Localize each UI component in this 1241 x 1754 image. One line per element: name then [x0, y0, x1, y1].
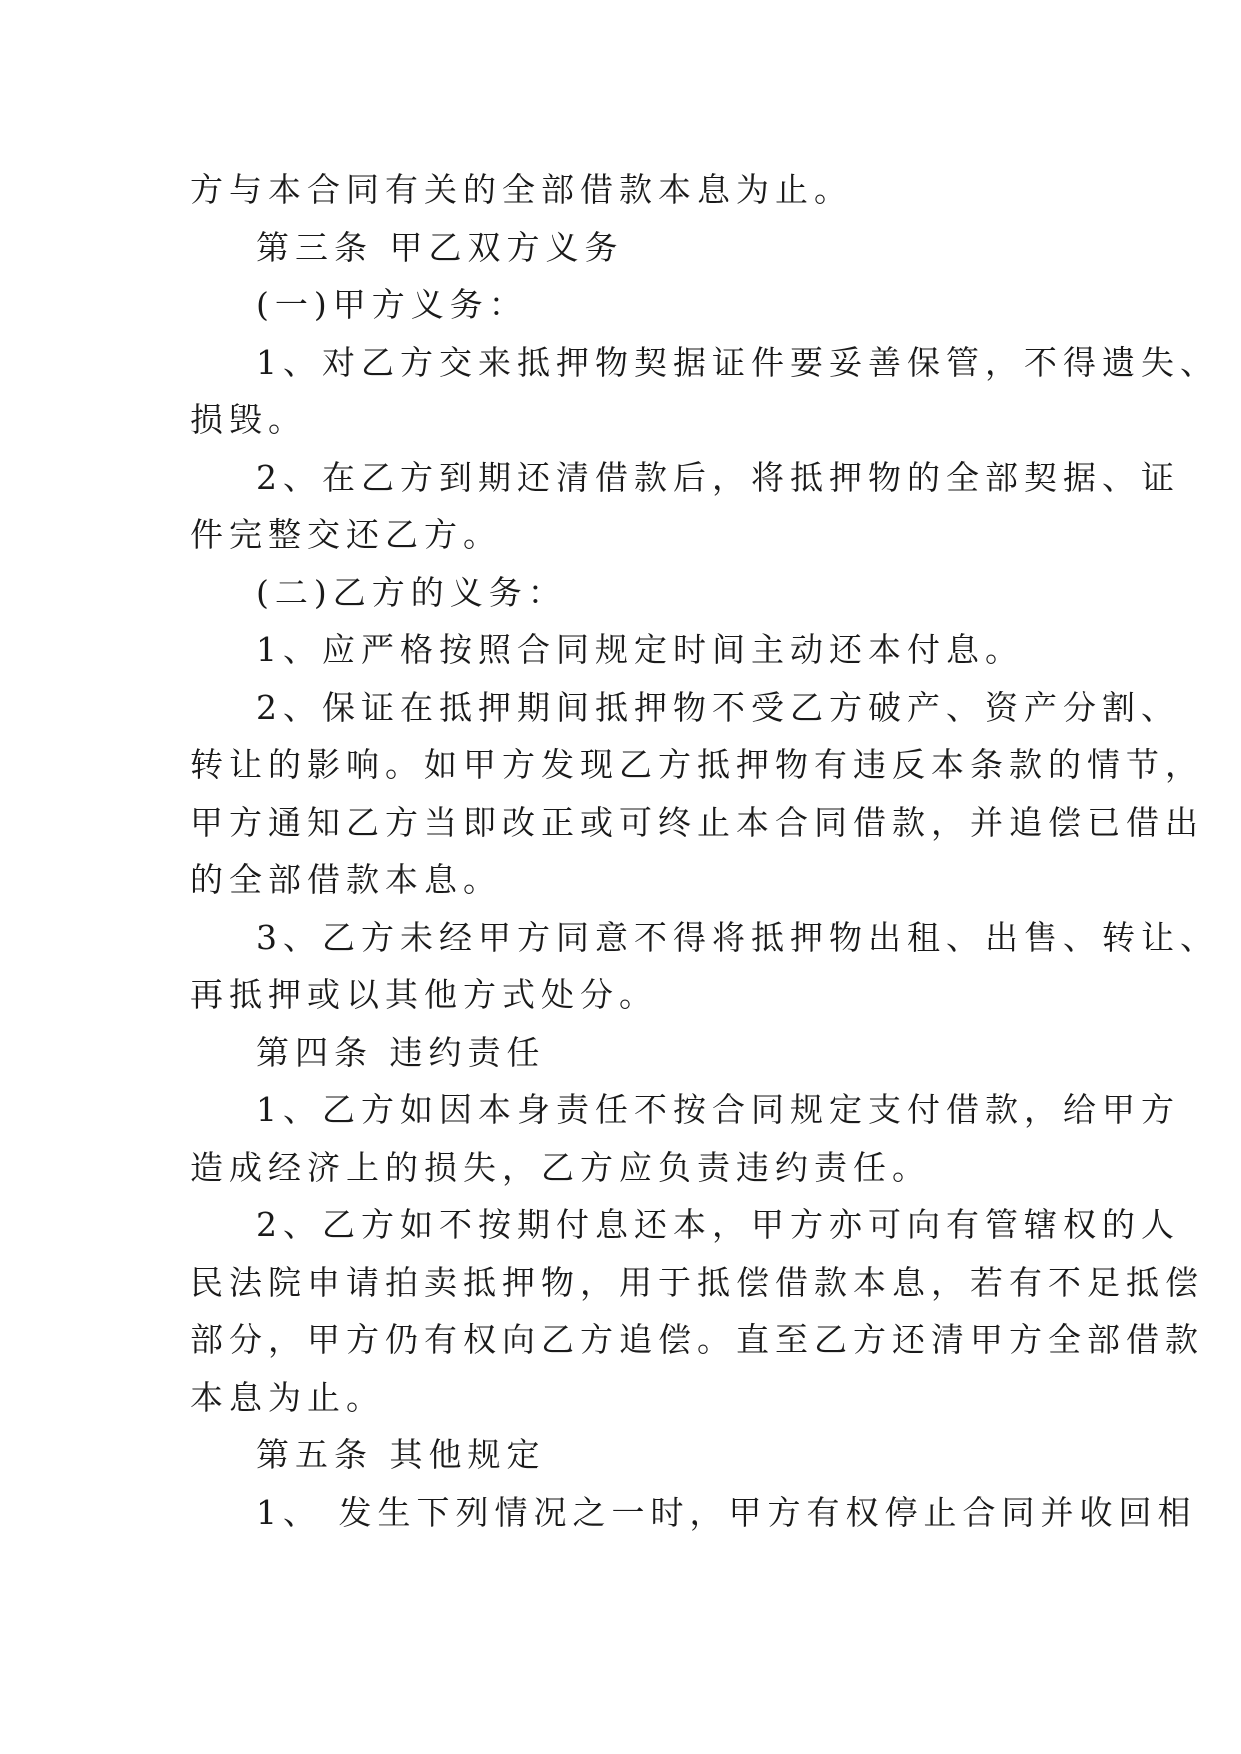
paragraph-line: 方与本合同有关的全部借款本息为止。 — [190, 170, 853, 209]
section-heading-article-5: 第五条 其他规定 — [256, 1435, 546, 1474]
paragraph-line: 民法院申请拍卖抵押物，用于抵偿借款本息，若有不足抵偿 — [190, 1262, 1204, 1302]
paragraph-line: 2、保证在抵押期间抵押物不受乙方破产、资产分割、 — [256, 687, 1180, 727]
section-heading-article-3: 第三条 甲乙双方义务 — [256, 227, 624, 267]
paragraph-line: 件完整交还乙方。 — [190, 515, 502, 554]
paragraph-line: 再抵押或以其他方式处分。 — [190, 975, 658, 1014]
paragraph-line: 2、在乙方到期还清借款后，将抵押物的全部契据、证 — [256, 457, 1180, 497]
paragraph-line: 3、乙方未经甲方同意不得将抵押物出租、出售、转让、 — [256, 917, 1219, 957]
paragraph-line: 1、 发生下列情况之一时，甲方有权停止合同并收回相 — [256, 1492, 1197, 1532]
paragraph-line: 损毁。 — [190, 400, 307, 439]
paragraph-line: 甲方通知乙方当即改正或可终止本合同借款，并追偿已借出 — [190, 802, 1204, 842]
paragraph-line: 1、对乙方交来抵押物契据证件要妥善保管，不得遗失、 — [256, 342, 1219, 382]
subsection-heading-party-b-duties: (二)乙方的义务： — [256, 572, 567, 612]
paragraph-line: 1、乙方如因本身责任不按合同规定支付借款，给甲方 — [256, 1090, 1180, 1129]
paragraph-line: 本息为止。 — [190, 1377, 385, 1417]
paragraph-line: 转让的影响。如甲方发现乙方抵押物有违反本条款的情节， — [190, 745, 1204, 784]
paragraph-line: 的全部借款本息。 — [190, 860, 502, 899]
section-heading-article-4: 第四条 违约责任 — [256, 1032, 546, 1072]
paragraph-line: 造成经济上的损失，乙方应负责违约责任。 — [190, 1147, 931, 1187]
paragraph-line: 部分，甲方仍有权向乙方追偿。直至乙方还清甲方全部借款 — [190, 1320, 1204, 1359]
paragraph-line: 2、乙方如不按期付息还本，甲方亦可向有管辖权的人 — [256, 1205, 1180, 1244]
subsection-heading-party-a-duties: (一)甲方义务： — [256, 285, 528, 324]
document-body — [190, 161, 1219, 1541]
paragraph-line: 1、应严格按照合同规定时间主动还本付息。 — [256, 630, 1024, 669]
